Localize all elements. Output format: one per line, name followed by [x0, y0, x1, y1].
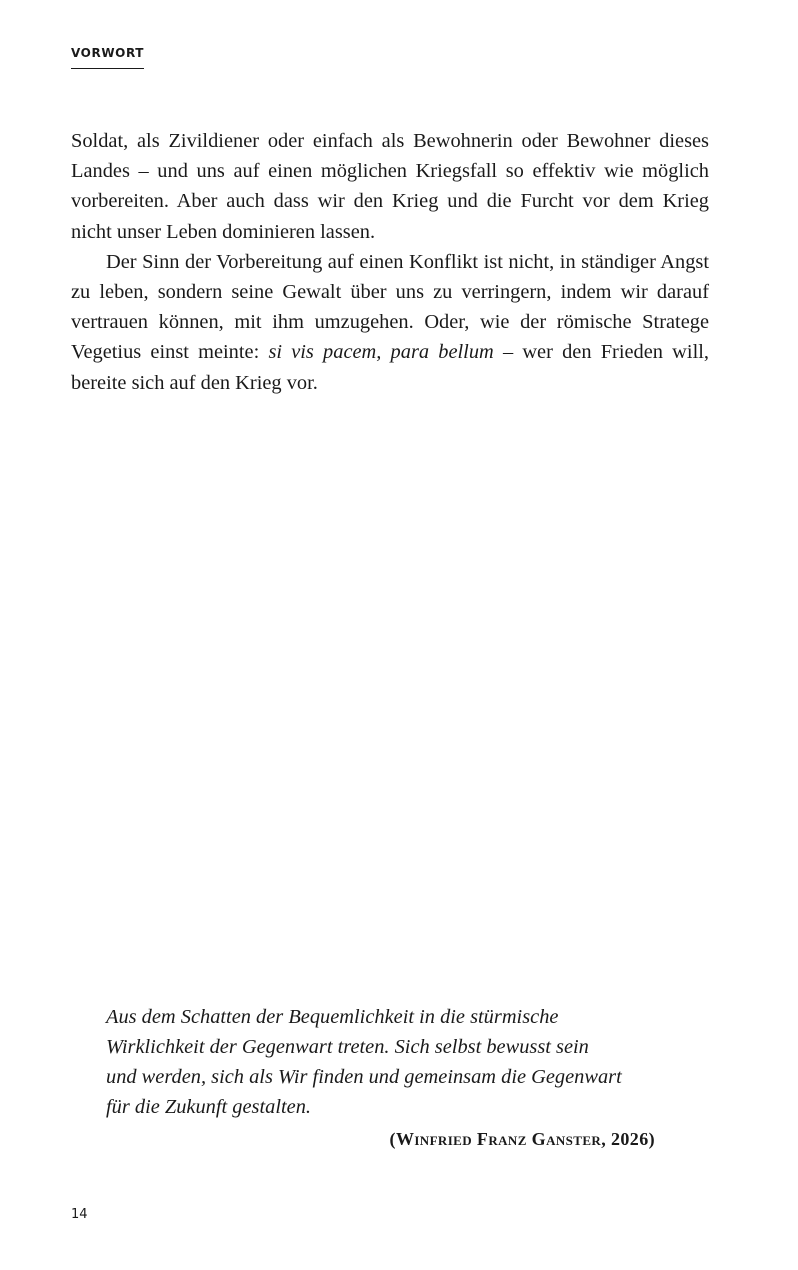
- page-number: 14: [71, 1207, 88, 1222]
- epigraph-line: Aus dem Schatten der Bequemlichkeit in die stürmische: [106, 1006, 559, 1028]
- epigraph: [106, 1002, 666, 1149]
- latin-quote: si vis pacem, para bellum: [268, 341, 494, 364]
- epigraph-line: und werden, sich als Wir finden und gemeinsam die Gegenwart: [106, 1066, 622, 1088]
- body-text: [71, 126, 709, 398]
- paragraph-text: – wer den Frieden will, bereite sich auf den Krieg vor.: [71, 341, 709, 394]
- epigraph-line: Wirklichkeit der Gegenwart treten. Sich selbst bewusst sein: [106, 1036, 589, 1058]
- epigraph-quote: [106, 1002, 666, 1122]
- epigraph-line: für die Zukunft gestalten.: [106, 1096, 312, 1118]
- paragraph-text: Der Sinn der Vorbereitung auf einen Konflikt ist nicht, in ständiger Angst zu leben, sondern seine Gewalt über uns zu verringern, indem wir darauf vertrauen können, mit ihm umzugehen. Oder, wie der römische Stratege Vegetius einst meinte:: [71, 250, 709, 364]
- paragraph: Soldat, als Zivildiener oder einfach als Bewohnerin oder Bewohner dieses Landes – und uns auf einen möglichen Kriegsfall so effektiv wie möglich vorbereiten. Aber auch dass wir den Krieg und die Furcht vor dem Krieg nicht unser Leben dominieren lassen.: [71, 130, 709, 243]
- running-head: VORWORT: [71, 44, 144, 69]
- epigraph-attribution: (Winfried Franz Ganster, 2026): [389, 1129, 655, 1149]
- paragraph: [71, 247, 709, 398]
